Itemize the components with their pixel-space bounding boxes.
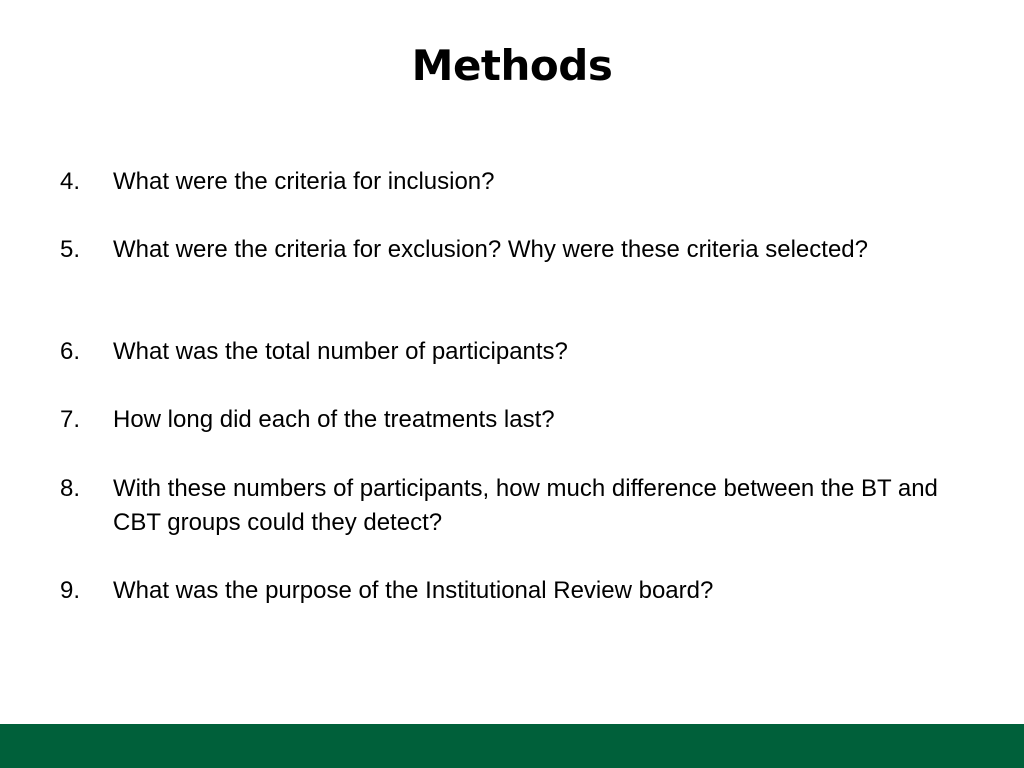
question-item	[60, 233, 960, 267]
question-number: 8.	[60, 475, 81, 502]
question-number: 4.	[60, 168, 81, 195]
question-number: 7.	[60, 406, 81, 433]
question-number: 9.	[60, 577, 81, 604]
footer-bar	[0, 724, 1024, 768]
question-text: What were the criteria for exclusion? Why were these criteria selected?	[113, 236, 868, 263]
question-number: 6.	[60, 338, 81, 365]
question-number: 5.	[60, 236, 81, 263]
question-text: With these numbers of participants, how much difference between the BT and CBT groups could they detect?	[113, 475, 938, 536]
question-text: What was the purpose of the Institutional Review board?	[113, 577, 714, 604]
question-item	[60, 574, 960, 608]
question-item	[60, 403, 960, 437]
question-item	[60, 165, 960, 199]
question-text: What was the total number of participants?	[113, 338, 568, 365]
question-text: What were the criteria for inclusion?	[113, 168, 495, 195]
question-text: How long did each of the treatments last?	[113, 406, 555, 433]
slide-title: Methods	[411, 41, 613, 90]
question-item	[60, 472, 960, 540]
question-item	[60, 335, 960, 369]
